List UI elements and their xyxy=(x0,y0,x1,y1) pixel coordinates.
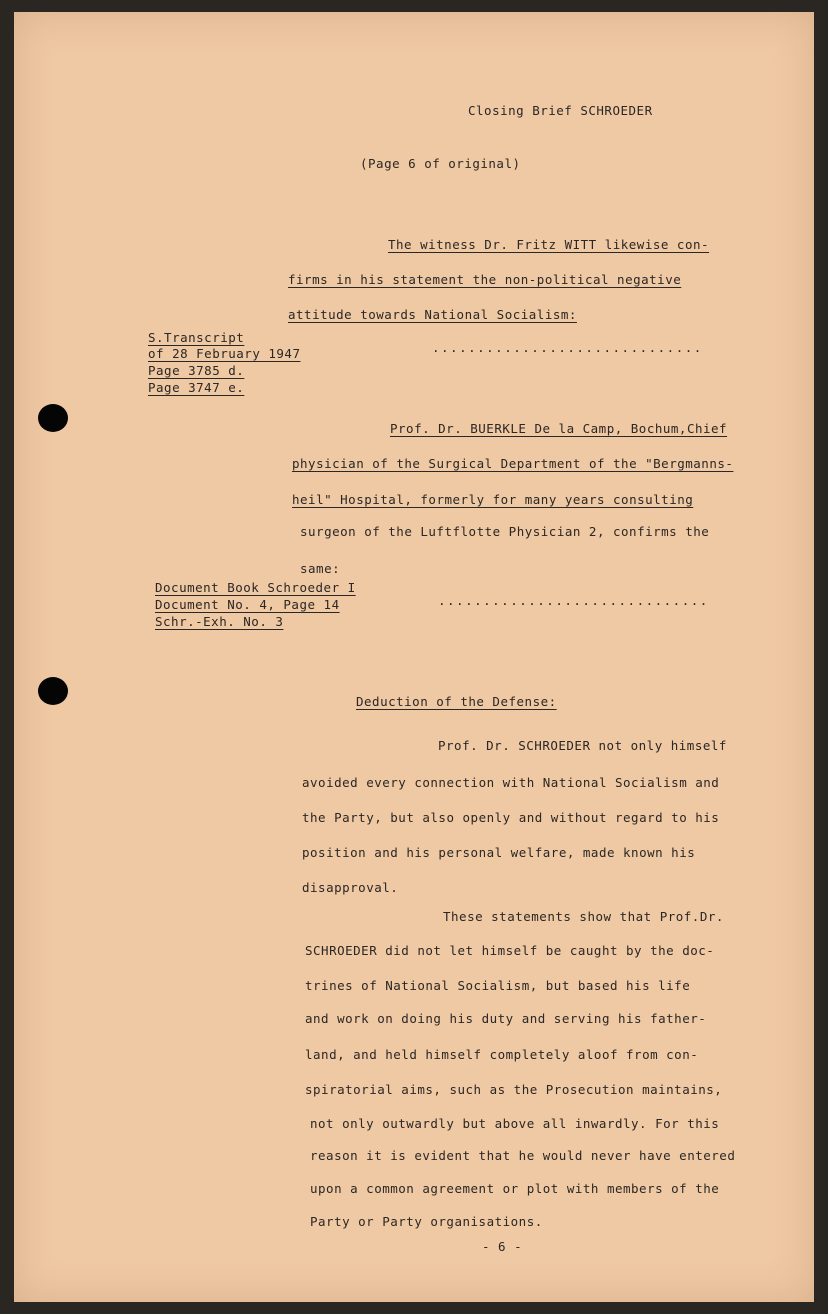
buerkle-line-2: physician of the Surgical Department of the "Bergmanns- xyxy=(292,456,734,471)
para1-line-3: the Party, but also openly and without regard to his xyxy=(302,810,720,825)
witt-dots: .............................. xyxy=(432,340,703,355)
buerkle-line-5: same: xyxy=(300,561,341,576)
para2-line-9: upon a common agreement or plot with members of the xyxy=(310,1181,720,1196)
buerkle-dots: .............................. xyxy=(438,593,709,608)
buerkle-line-1: Prof. Dr. BUERKLE De la Camp, Bochum,Chief xyxy=(390,421,728,436)
para1-line-2: avoided every connection with National Socialism and xyxy=(302,775,720,790)
buerkle-line-3 xyxy=(292,493,693,507)
buerkle-line-4: surgeon of the Luftflotte Physician 2, confirms the xyxy=(300,524,710,539)
document-ref-1: Document Book Schroeder I xyxy=(155,580,356,595)
para2-line-7: not only outwardly but above all inwardly. For this xyxy=(310,1116,720,1131)
witt-line-2: firms in his statement the non-political negative xyxy=(288,272,682,287)
para1-line-5: disapproval. xyxy=(302,880,399,895)
document-ref-2: Document No. 4, Page 14 xyxy=(155,597,340,612)
para2-line-3: trines of National Socialism, but based his life xyxy=(305,978,691,993)
document-page xyxy=(14,12,814,1302)
para2-line-8: reason it is evident that he would never have entered xyxy=(310,1148,736,1163)
witt-line-3: attitude towards National Socialism: xyxy=(288,307,577,322)
para2-line-5: land, and held himself completely aloof from con- xyxy=(305,1047,699,1062)
page-number: - 6 - xyxy=(482,1239,523,1254)
punch-hole-top xyxy=(38,404,68,432)
transcript-ref-4: Page 3747 e. xyxy=(148,380,245,395)
para2-line-2: SCHROEDER did not let himself be caught by the doc- xyxy=(305,943,715,958)
transcript-ref-2: of 28 February 1947 xyxy=(148,346,301,361)
witt-line-1: The witness Dr. Fritz WITT likewise con- xyxy=(388,237,710,252)
para2-line-4: and work on doing his duty and serving his father- xyxy=(305,1011,707,1026)
document-ref-3: Schr.-Exh. No. 3 xyxy=(155,614,284,629)
page-note: (Page 6 of original) xyxy=(360,156,521,171)
deduction-heading: Deduction of the Defense: xyxy=(356,694,557,709)
transcript-ref-1: S.Transcript xyxy=(148,330,245,345)
para2-line-1: These statements show that Prof.Dr. xyxy=(443,909,724,924)
punch-hole-bottom xyxy=(38,677,68,705)
para2-line-10: Party or Party organisations. xyxy=(310,1214,543,1229)
buerkle-line-3-text: heil" Hospital, formerly for many years consulting xyxy=(292,492,694,507)
para1-line-4: position and his personal welfare, made known his xyxy=(302,845,696,860)
transcript-ref-3: Page 3785 d. xyxy=(148,363,245,378)
closing-brief-header: Closing Brief SCHROEDER xyxy=(468,103,653,118)
para1-line-1: Prof. Dr. SCHROEDER not only himself xyxy=(438,738,727,753)
para2-line-6: spiratorial aims, such as the Prosecution maintains, xyxy=(305,1082,723,1097)
